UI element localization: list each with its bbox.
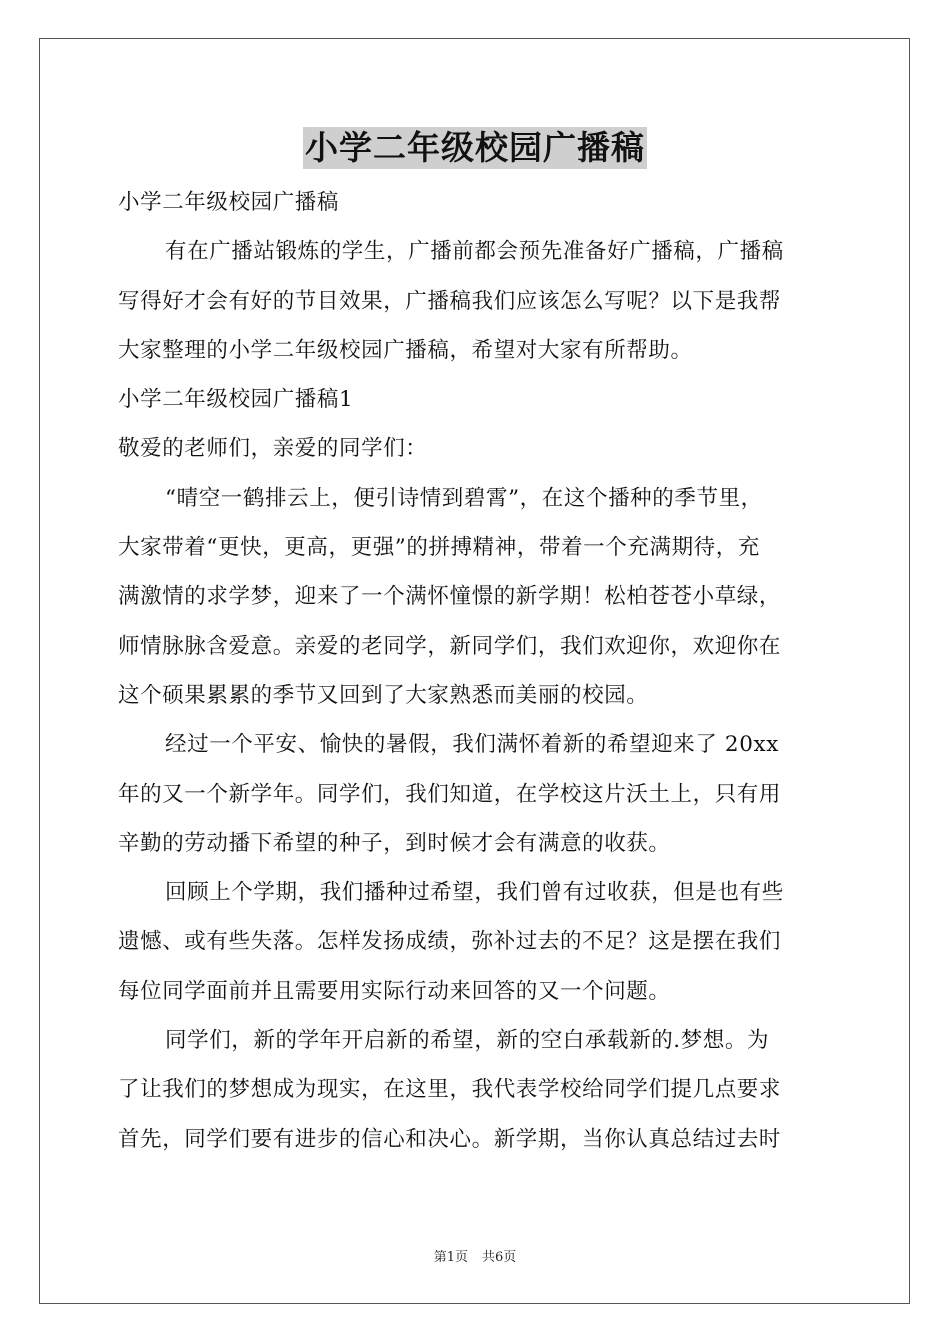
text-line: 经过一个平安、愉快的暑假，我们满怀着新的希望迎来了 20xx bbox=[165, 732, 779, 758]
text-line: 年的又一个新学年。同学们，我们知道，在学校这片沃土上，只有用 bbox=[118, 781, 782, 807]
text-line: 满激情的求学梦，迎来了一个满怀憧憬的新学期！松柏苍苍小草绿， bbox=[118, 584, 782, 610]
page-footer bbox=[0, 1246, 950, 1265]
document-title: 小学二年级校园广播稿 bbox=[305, 128, 645, 167]
page-number-total: 共6页 bbox=[482, 1250, 517, 1265]
text-line: 回顾上个学期，我们播种过希望，我们曾有过收获，但是也有些 bbox=[165, 880, 784, 906]
text-line: 这个硕果累累的季节又回到了大家熟悉而美丽的校园。 bbox=[118, 682, 649, 708]
text-line: 首先，同学们要有进步的信心和决心。新学期，当你认真总结过去时 bbox=[118, 1126, 782, 1152]
text-line: 大家带着“更快，更高，更强”的拼搏精神，带着一个充满期待，充 bbox=[118, 535, 760, 561]
page-number-current: 第1页 bbox=[433, 1250, 468, 1265]
document-body bbox=[118, 178, 834, 1164]
text-line: 师情脉脉含爱意。亲爱的老同学，新同学们，我们欢迎你，欢迎你在 bbox=[118, 633, 782, 659]
text-line: 敬爱的老师们，亲爱的同学们： bbox=[118, 436, 428, 462]
text-line: 辛勤的劳动播下希望的种子，到时候才会有满意的收获。 bbox=[118, 830, 671, 856]
text-line: 写得好才会有好的节目效果，广播稿我们应该怎么写呢？以下是我帮 bbox=[118, 288, 782, 314]
text-line: 每位同学面前并且需要用实际行动来回答的又一个问题。 bbox=[118, 978, 671, 1004]
text-line: 有在广播站锻炼的学生，广播前都会预先准备好广播稿，广播稿 bbox=[165, 239, 784, 265]
text-line: 遗憾、或有些失落。怎样发扬成绩，弥补过去的不足？这是摆在我们 bbox=[118, 929, 782, 955]
text-line: 大家整理的小学二年级校园广播稿，希望对大家有所帮助。 bbox=[118, 337, 693, 363]
text-line: 了让我们的梦想成为现实，在这里，我代表学校给同学们提几点要求 bbox=[118, 1077, 782, 1103]
text-line: 小学二年级校园广播稿1 bbox=[118, 387, 354, 413]
text-line: 同学们，新的学年开启新的希望，新的空白承载新的.梦想。为 bbox=[165, 1028, 770, 1054]
text-line: “晴空一鹤排云上，便引诗情到碧霄”，在这个播种的季节里， bbox=[165, 485, 763, 511]
text-line: 小学二年级校园广播稿 bbox=[118, 190, 340, 215]
title-container bbox=[0, 127, 950, 169]
